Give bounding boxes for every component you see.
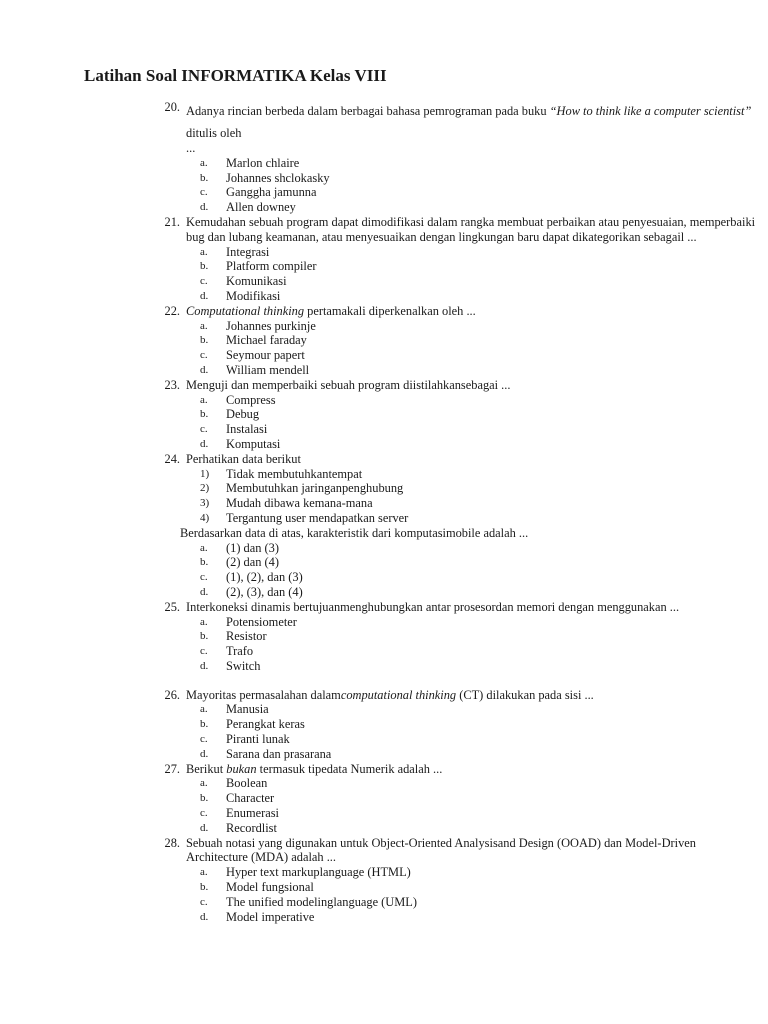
option-label: c. xyxy=(200,807,208,820)
option-label: c. xyxy=(200,895,208,908)
option-text: Sarana dan prasarana xyxy=(226,746,332,761)
item-text: Tidak membutuhkantempat xyxy=(226,466,363,481)
book-title: “How to think like a computer scientist” xyxy=(549,104,752,118)
option-label: d. xyxy=(200,585,209,598)
question-text: Sebuah notasi yang digunakan untuk Object-Oriented Analysisand Design (OOAD) dan Model-Driven Architecture (MDA) adalah ... xyxy=(186,835,696,865)
item-label: 2) xyxy=(200,482,210,495)
option-text: William mendell xyxy=(226,362,310,377)
option-text: (1) dan (3) xyxy=(226,540,279,555)
option-text: Recordlist xyxy=(226,820,277,835)
question-number: 28. xyxy=(164,835,180,850)
item-label: 4) xyxy=(200,511,210,524)
option xyxy=(200,245,760,260)
option-label: d. xyxy=(200,821,209,834)
option-label: b. xyxy=(200,260,209,273)
italic-term: Computational thinking xyxy=(186,303,305,318)
data-item xyxy=(200,511,760,526)
question-text-part: Berikut xyxy=(186,761,227,776)
option-label: a. xyxy=(200,245,208,258)
question-28 xyxy=(140,836,760,925)
option-label: a. xyxy=(200,393,208,406)
option-label: d. xyxy=(200,910,209,923)
option-label: b. xyxy=(200,171,209,184)
data-item xyxy=(200,467,760,482)
option-text: Debug xyxy=(226,407,260,422)
option-label: c. xyxy=(200,186,208,199)
option-text: Seymour papert xyxy=(226,348,305,363)
question-text xyxy=(186,100,760,156)
option-text: Komunikasi xyxy=(226,274,287,289)
option-text: Compress xyxy=(226,392,276,407)
option-text: Marlon chlaire xyxy=(226,155,300,170)
option xyxy=(200,629,760,644)
question-number: 22. xyxy=(164,303,180,318)
option xyxy=(200,348,760,363)
question-text-part: Adanya rincian berbeda dalam berbagai bahasa pemrograman pada buku xyxy=(186,104,550,118)
question-text: Perhatikan data berikut xyxy=(186,451,301,466)
option xyxy=(200,717,760,732)
option-text: Modifikasi xyxy=(226,288,281,303)
option xyxy=(200,555,760,570)
item-text: Membutuhkan jaringanpenghubung xyxy=(226,481,404,496)
option-label: b. xyxy=(200,556,209,569)
question-23 xyxy=(140,378,760,452)
option-label: a. xyxy=(200,615,208,628)
option xyxy=(200,200,760,215)
question-27 xyxy=(140,762,760,836)
option xyxy=(200,541,760,556)
option-text: Hyper text markuplanguage (HTML) xyxy=(226,865,411,880)
option xyxy=(200,185,760,200)
question-number: 24. xyxy=(164,451,180,466)
item-text: Mudah dibawa kemana-mana xyxy=(226,496,373,511)
question-number: 20. xyxy=(164,100,180,114)
question-24 xyxy=(140,452,760,600)
option-label: b. xyxy=(200,334,209,347)
option xyxy=(200,615,760,630)
option xyxy=(200,171,760,186)
question-text-part: ditulis oleh xyxy=(186,126,242,140)
option-text: Switch xyxy=(226,658,261,673)
question-text: Interkoneksi dinamis bertujuanmenghubungkan antar prosesordan memori dengan menggunakan ... xyxy=(186,599,680,614)
italic-term: computational thinking xyxy=(340,687,457,702)
question-number: 27. xyxy=(164,761,180,776)
option-label: d. xyxy=(200,201,209,214)
option xyxy=(200,585,760,600)
option-text: Potensiometer xyxy=(226,614,297,629)
option xyxy=(200,156,760,171)
option-label: a. xyxy=(200,777,208,790)
option-text: Johannes purkinje xyxy=(226,318,316,333)
option xyxy=(200,422,760,437)
option-label: a. xyxy=(200,156,208,169)
option-label: d. xyxy=(200,289,209,302)
option-label: d. xyxy=(200,659,209,672)
option-label: c. xyxy=(200,733,208,746)
option-label: d. xyxy=(200,747,209,760)
option-text: Boolean xyxy=(226,776,268,791)
option-label: b. xyxy=(200,881,209,894)
option xyxy=(200,776,760,791)
question-text xyxy=(186,304,760,319)
option xyxy=(200,865,760,880)
option xyxy=(200,791,760,806)
item-label: 1) xyxy=(200,467,210,480)
option xyxy=(200,274,760,289)
question-list xyxy=(140,100,760,924)
question-22 xyxy=(140,304,760,378)
option-label: b. xyxy=(200,630,209,643)
item-text: Tergantung user mendapatkan server xyxy=(226,510,409,525)
question-21 xyxy=(140,215,760,304)
option-label: c. xyxy=(200,571,208,584)
question-text-part: (CT) dilakukan pada sisi ... xyxy=(456,687,594,702)
option-label: c. xyxy=(200,275,208,288)
option-text: Perangkat keras xyxy=(226,717,305,732)
option-text: Piranti lunak xyxy=(226,732,290,747)
option xyxy=(200,570,760,585)
option-label: a. xyxy=(200,866,208,879)
question-number: 23. xyxy=(164,377,180,392)
option-text: Character xyxy=(226,791,275,806)
option xyxy=(200,259,760,274)
option-label: a. xyxy=(200,541,208,554)
option-text: Allen downey xyxy=(226,200,296,215)
option-label: b. xyxy=(200,718,209,731)
option xyxy=(200,702,760,717)
option xyxy=(200,880,760,895)
option xyxy=(200,732,760,747)
question-25 xyxy=(140,600,760,674)
option-text: Trafo xyxy=(226,644,254,659)
data-item xyxy=(200,481,760,496)
option-text: (2) dan (4) xyxy=(226,555,279,570)
option-label: d. xyxy=(200,363,209,376)
option-label: b. xyxy=(200,408,209,421)
question-text xyxy=(186,688,760,703)
option-text: Enumerasi xyxy=(226,806,279,821)
option xyxy=(200,644,760,659)
option-text: Instalasi xyxy=(226,422,268,437)
data-item xyxy=(200,496,760,511)
item-label: 3) xyxy=(200,497,210,510)
page-title: Latihan Soal INFORMATIKA Kelas VIII xyxy=(84,66,387,85)
question-number: 26. xyxy=(164,687,180,702)
option-text: The unified modelinglanguage (UML) xyxy=(226,894,417,909)
question-text-part: Mayoritas permasalahan dalam xyxy=(186,687,341,702)
option-label: a. xyxy=(200,319,208,332)
option-label: a. xyxy=(200,703,208,716)
option xyxy=(200,333,760,348)
option-text: Platform compiler xyxy=(226,259,317,274)
question-text: Kemudahan sebuah program dapat dimodifikasi dalam rangka membuat perbaikan atau penyesuaian, memperbaiki bug dan lubang keamanan, atau menyesuaikan dengan lingkungan baru dapat dikategorikan sebagail ... xyxy=(186,214,756,244)
question-20 xyxy=(140,100,760,215)
option-label: c. xyxy=(200,645,208,658)
option-text: Resistor xyxy=(226,629,267,644)
question-text-part: termasuk tipedata Numerik adalah ... xyxy=(256,761,443,776)
option xyxy=(200,895,760,910)
option xyxy=(200,363,760,378)
option xyxy=(200,289,760,304)
option-text: (1), (2), dan (3) xyxy=(226,570,303,585)
italic-term: bukan xyxy=(226,761,257,776)
option-label: d. xyxy=(200,437,209,450)
option-label: b. xyxy=(200,792,209,805)
option-text: Michael faraday xyxy=(226,333,307,348)
option xyxy=(200,821,760,836)
option-text: Ganggha jamunna xyxy=(226,185,317,200)
option xyxy=(200,659,760,674)
option xyxy=(200,747,760,762)
option-text: Manusia xyxy=(226,702,269,717)
option xyxy=(200,407,760,422)
question-note: Berdasarkan data di atas, karakteristik dari komputasimobile adalah ... xyxy=(180,525,529,540)
option-label: c. xyxy=(200,423,208,436)
option xyxy=(200,910,760,925)
option-text: Johannes shclokasky xyxy=(226,170,330,185)
option xyxy=(200,437,760,452)
option-text: Komputasi xyxy=(226,436,281,451)
question-number: 21. xyxy=(164,214,180,229)
option-text: Integrasi xyxy=(226,244,270,259)
option-label: c. xyxy=(200,349,208,362)
option-text: (2), (3), dan (4) xyxy=(226,584,303,599)
question-text: Menguji dan memperbaiki sebuah program diistilahkansebagai ... xyxy=(186,377,511,392)
question-text-part: pertamakali diperkenalkan oleh ... xyxy=(304,303,476,318)
question-ellipsis: ... xyxy=(186,141,196,155)
question-number: 25. xyxy=(164,599,180,614)
option-text: Model imperative xyxy=(226,909,315,924)
option xyxy=(200,806,760,821)
option xyxy=(200,319,760,334)
option xyxy=(200,393,760,408)
question-text xyxy=(186,762,760,777)
option-text: Model fungsional xyxy=(226,880,314,895)
question-26 xyxy=(140,688,760,762)
